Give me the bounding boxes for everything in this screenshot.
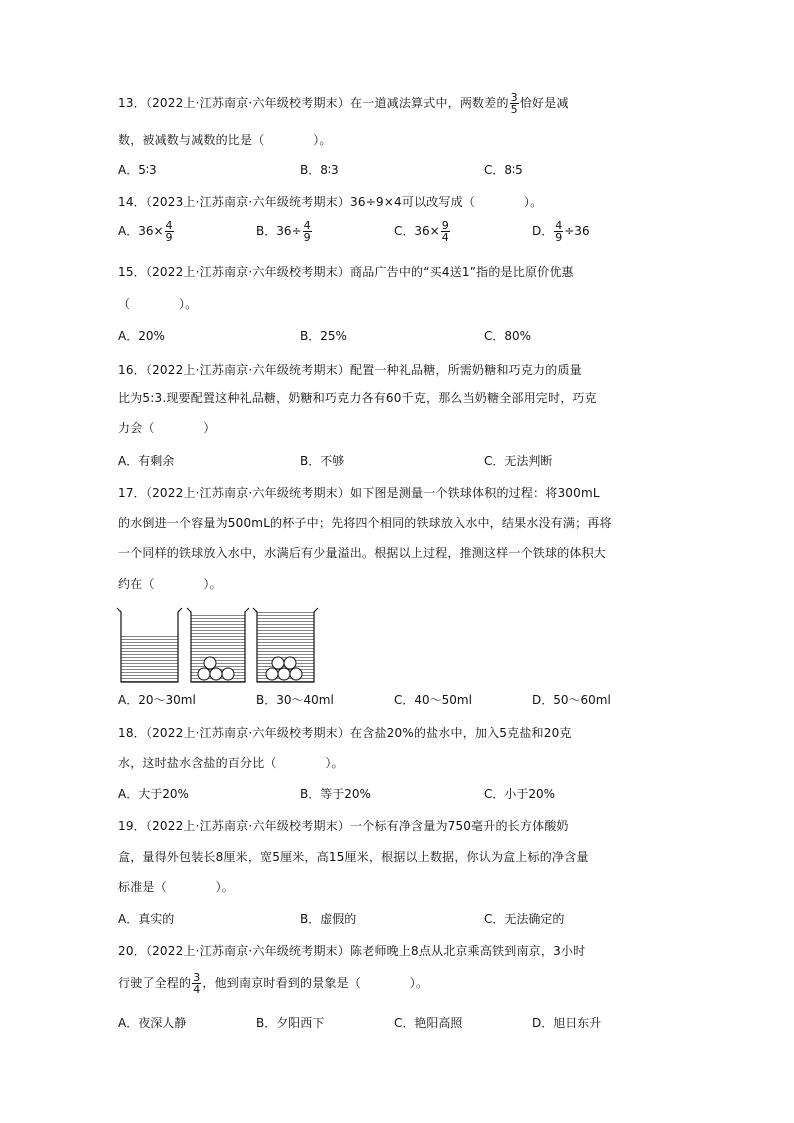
q16-stem-line3: 力会（ ）: [118, 421, 216, 435]
beaker-three: [253, 608, 318, 682]
q13-option-c[interactable]: C．8∶5: [484, 163, 523, 177]
q14-b-fraction: $\frac{4}{9}$: [303, 219, 311, 244]
q18-option-a[interactable]: A．大于20%: [118, 787, 189, 801]
q18-option-c[interactable]: C．小于20%: [484, 787, 556, 801]
q20-stem-line2: [118, 972, 428, 995]
q13-text-post: 恰好是减: [519, 96, 569, 110]
q13-option-a[interactable]: A．5∶3: [118, 163, 157, 177]
q19-stem-line1: 19．（2022上·江苏南京·六年级校考期末）一个标有净含量为750毫升的长方体酸奶: [118, 819, 569, 833]
q20-text-pre: 行驶了全程的: [118, 976, 192, 990]
q13-text-pre: 13．（2022上·江苏南京·六年级校考期末）在一道减法算式中，两数差的: [118, 96, 509, 110]
beaker-one-water: [121, 635, 178, 682]
q14-stem: 14．（2023上·江苏南京·六年级统考期末）36÷9×4可以改写成（ ）。: [118, 195, 543, 209]
q19-stem-line3: 标准是（ ）。: [118, 880, 235, 894]
q20-fraction: $\frac{3}{4}$: [193, 971, 201, 996]
q17-stem-line1: 17．（2022上·江苏南京·六年级统考期末）如下图是测量一个铁球体积的过程：将300mL: [118, 486, 600, 500]
q16-option-c[interactable]: C．无法判断: [484, 454, 553, 468]
q17-option-b[interactable]: B．30～40ml: [256, 693, 334, 707]
q20-option-d[interactable]: D．旭日东升: [532, 1016, 602, 1030]
q16-option-b[interactable]: B．不够: [300, 454, 345, 468]
q15-option-b[interactable]: B．25%: [300, 329, 347, 343]
q20-text-post: ，他到南京时看到的景象是（ ）。: [202, 976, 429, 990]
q18-option-b[interactable]: B．等于20%: [300, 787, 371, 801]
q19-stem-line2: 盒，量得外包装长8厘米，宽5厘米，高15厘米，根据以上数据，你认为盒上标的净含量: [118, 850, 589, 864]
q19-option-c[interactable]: C．无法确定的: [484, 912, 565, 926]
q13-stem-line2: 数，被减数与减数的比是（ ）。: [118, 133, 332, 147]
q14-d-fraction: $\frac{4}{9}$: [555, 219, 563, 244]
beaker-one: [117, 608, 182, 682]
q20-stem-line1: 20．（2022上·江苏南京·六年级统考期末）陈老师晚上8点从北京乘高铁到南京，3小时: [118, 944, 586, 958]
q14-a-fraction: $\frac{4}{9}$: [165, 219, 173, 244]
q13-stem-line1: [118, 92, 569, 115]
q13-option-b[interactable]: B．8∶3: [300, 163, 339, 177]
q18-stem-line1: 18．（2022上·江苏南京·六年级校考期末）在含盐20%的盐水中，加入5克盐和20克: [118, 726, 572, 740]
q14-option-c[interactable]: C．36× $\frac{9}{4}$: [394, 219, 449, 244]
q14-option-b[interactable]: B．36÷ $\frac{4}{9}$: [256, 219, 311, 244]
q14-c-fraction: $\frac{9}{4}$: [441, 219, 449, 244]
q15-option-a[interactable]: A．20%: [118, 329, 165, 343]
q19-option-a[interactable]: A．真实的: [118, 912, 175, 926]
q16-option-a[interactable]: A．有剩余: [118, 454, 175, 468]
beakers-figure: [114, 605, 324, 687]
q16-stem-line2: 比为5:3.现要配置这种礼品糖，奶糖和巧克力各有60千克，那么当奶糖全部用完时，巧克: [118, 391, 597, 405]
q13-fraction: $\frac{3}{5}$: [510, 91, 518, 116]
q19-option-b[interactable]: B．虚假的: [300, 912, 357, 926]
beaker-two: [187, 608, 249, 682]
q17-stem-line4: 约在（ ）。: [118, 577, 222, 591]
q20-option-b[interactable]: B．夕阳西下: [256, 1016, 325, 1030]
q14-option-a[interactable]: A．36× $\frac{4}{9}$: [118, 219, 173, 244]
q16-stem-line1: 16．（2022上·江苏南京·六年级统考期末）配置一种礼品糖，所需奶糖和巧克力的质量: [118, 363, 582, 377]
q17-stem-line3: 一个同样的铁球放入水中，水满后有少量溢出。根据以上过程，推测这样一个铁球的体积大: [118, 546, 607, 560]
q17-option-c[interactable]: C．40～50ml: [394, 693, 472, 707]
q14-option-d[interactable]: D． $\frac{4}{9}$ ÷36: [532, 219, 590, 244]
q15-stem-line2: （ ）。: [118, 297, 198, 311]
q15-option-c[interactable]: C．80%: [484, 329, 532, 343]
q17-option-d[interactable]: D．50～60ml: [532, 693, 611, 707]
q17-option-a[interactable]: A．20～30ml: [118, 693, 196, 707]
q18-stem-line2: 水，这时盐水含盐的百分比（ ）。: [118, 756, 344, 770]
q20-option-a[interactable]: A．夜深人静: [118, 1016, 187, 1030]
q17-stem-line2: 的水倒进一个容量为500mL的杯子中；先将四个相同的铁球放入水中，结果水没有满；再将: [118, 516, 612, 530]
q20-option-c[interactable]: C．艳阳高照: [394, 1016, 463, 1030]
q15-stem-line1: 15．（2022上·江苏南京·六年级校考期末）商品广告中的“买4送1”指的是比原价优惠: [118, 265, 574, 279]
